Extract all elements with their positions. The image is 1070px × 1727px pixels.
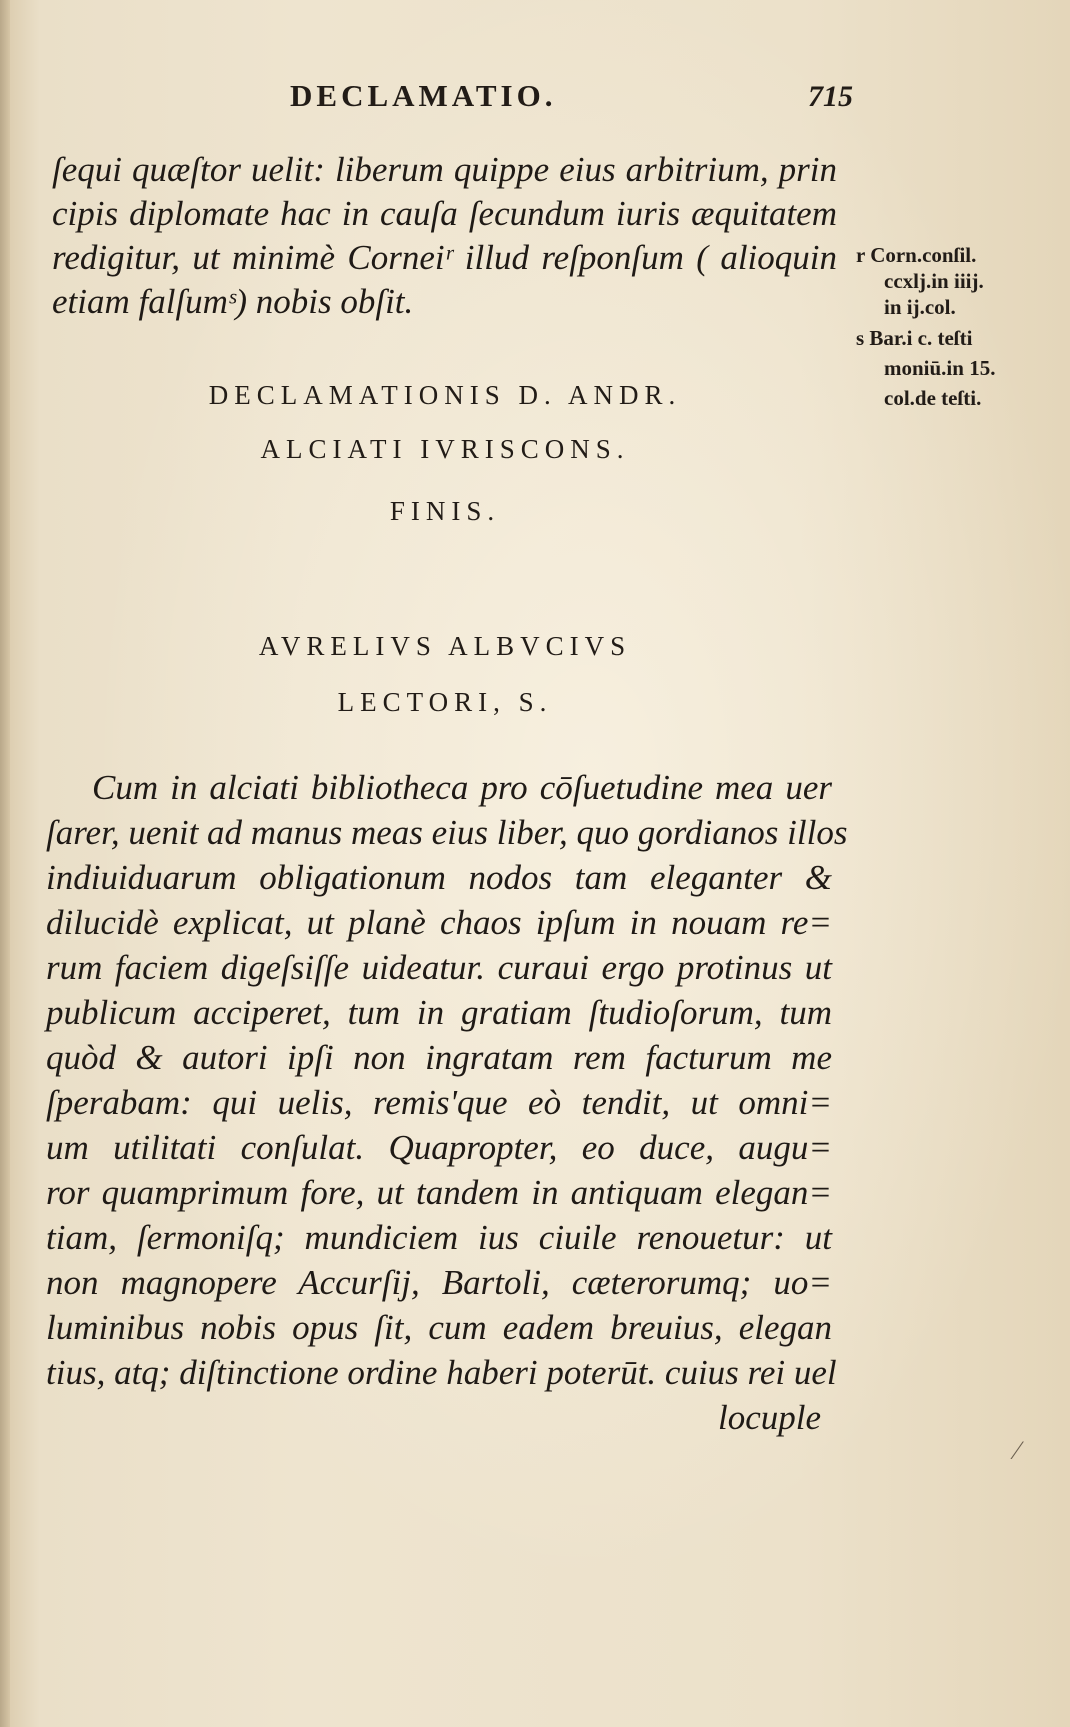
text-line: luminibus nobis opus ſit, cum eadem breuius, elegan — [46, 1308, 832, 1347]
margin-note: s Bar.i c. teſti — [856, 326, 973, 350]
text-line: tius, atq; diſtinctione ordine haberi poterūt. cuius rei uel — [46, 1353, 837, 1392]
margin-note: col.de teſti. — [884, 386, 982, 410]
text-line: redigitur, ut minimè Corneiʳ illud reſponſum ( alioquin — [52, 238, 837, 277]
explicit-line-2: ALCIATI IVRISCONS. — [260, 434, 630, 464]
text-line: Cum in alciati bibliotheca pro cōſuetudine mea uer — [92, 768, 832, 807]
text-line: indiuiduarum obligationum nodos tam eleganter & — [46, 858, 832, 897]
text-line: cipis diplomate hac in cauſa ſecundum iuris æquitatem — [52, 194, 837, 233]
margin-note: moniū.in 15. — [884, 356, 996, 380]
text-line: ſarer, uenit ad manus meas eius liber, quo gordianos illos — [46, 813, 848, 852]
text-line: dilucidè explicat, ut planè chaos ipſum in nouam re= — [46, 903, 832, 942]
text-line: um utilitati conſulat. Quapropter, eo duce, augu= — [46, 1128, 832, 1167]
text-line: rum faciem digeſsiſſe uideatur. curaui ergo protinus ut — [46, 948, 832, 987]
page-gutter — [0, 0, 10, 1727]
text-line: publicum acciperet, tum in gratiam ſtudioſorum, tum — [46, 993, 832, 1032]
text-line: quòd & autori ipſi non ingratam rem facturum me — [46, 1038, 832, 1077]
catchword: locuple — [718, 1398, 822, 1437]
explicit-finis: FINIS. — [389, 496, 501, 526]
margin-note: ccxlj.in iiij. — [884, 269, 984, 293]
address-heading: AVRELIVS ALBVCIVS — [258, 631, 632, 661]
text-line: tiam, ſermoniſq; mundiciem ius ciuile renouetur: ut — [46, 1218, 832, 1257]
page-number: 715 — [808, 80, 853, 113]
ink-mark: ⁄ — [1015, 1436, 1020, 1465]
text-line: non magnopere Accurſij, Bartoli, cæterorumq; uo= — [46, 1263, 832, 1302]
text-line: ſequi quæſtor uelit: liberum quippe eius arbitrium, prin — [52, 150, 837, 189]
explicit-line-1: DECLAMATIONIS D. ANDR. — [208, 380, 682, 410]
text-line: ror quamprimum fore, ut tandem in antiquam elegan= — [46, 1173, 832, 1212]
address-subheading: LECTORI, S. — [337, 687, 553, 717]
running-head: DECLAMATIO. — [290, 78, 557, 113]
margin-note: in ij.col. — [884, 295, 956, 319]
text-line: etiam falſumˢ) nobis obſit. — [52, 282, 414, 321]
margin-note: r Corn.conſil. — [856, 243, 977, 267]
text-line: ſperabam: qui uelis, remis'que eò tendit, ut omni= — [46, 1083, 832, 1122]
